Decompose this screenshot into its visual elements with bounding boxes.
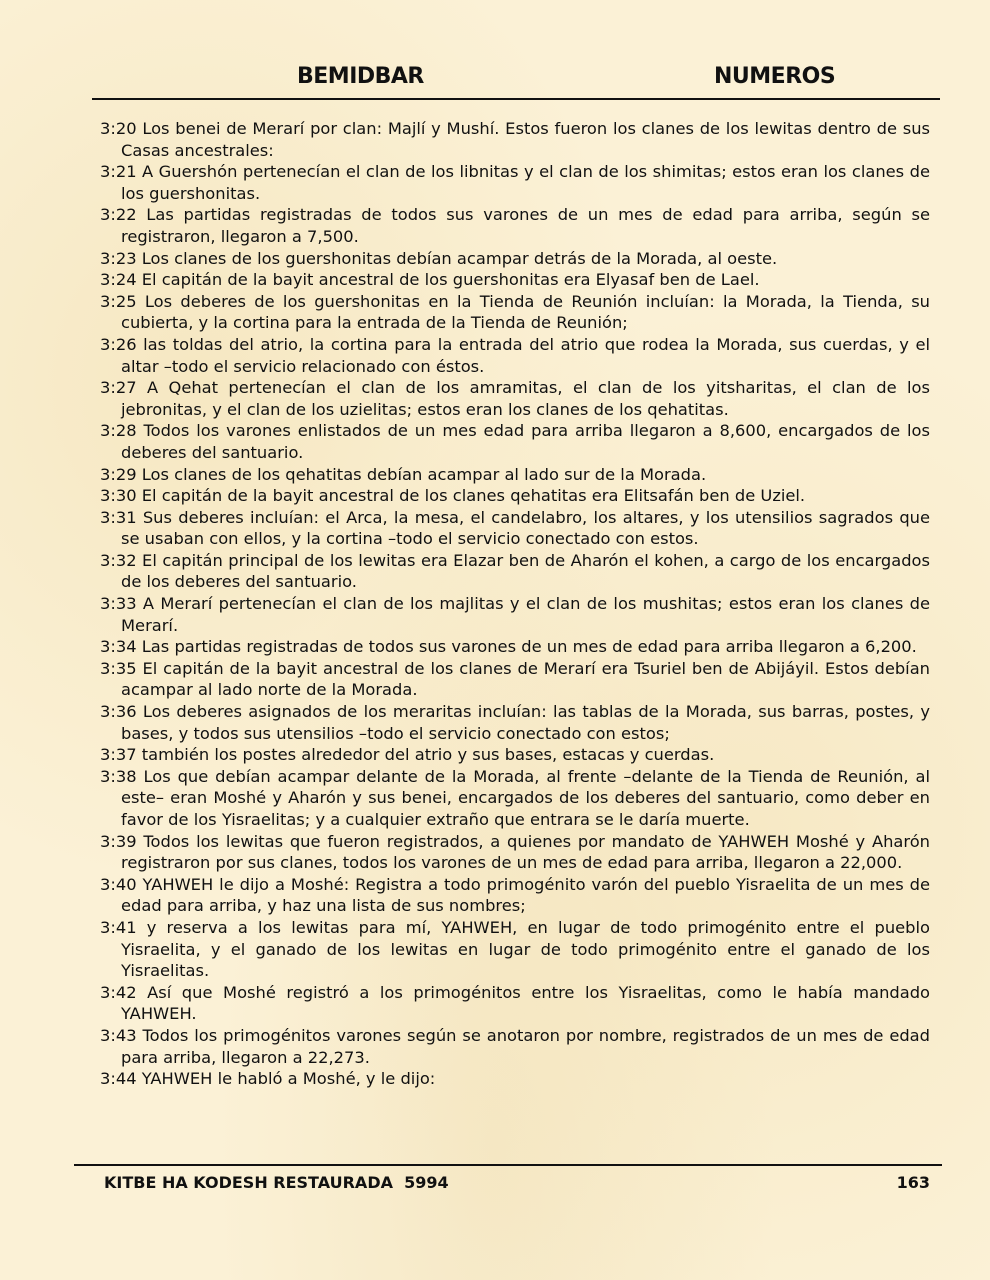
verse: 3:21 A Guershón pertenecían el clan de los libnitas y el clan de los shimitas; estos eran los clanes de los guershonitas.	[100, 162, 930, 203]
verse: 3:36 Los deberes asignados de los meraritas incluían: las tablas de la Morada, sus barras, postes, y bases, y todos sus utensilios –todo el servicio conectado con estos;	[100, 702, 930, 743]
verse: 3:32 El capitán principal de los lewitas era Elazar ben de Aharón el kohen, a cargo de los encargados de los deberes del santuario.	[100, 550, 930, 592]
page-footer	[74, 1164, 942, 1196]
page-number: 163	[896, 1173, 930, 1192]
verse: 3:26 las toldas del atrio, la cortina para la entrada del atrio que rodea la Morada, sus cuerdas, y el altar –todo el servicio relacionado con éstos.	[100, 334, 930, 376]
page-header	[92, 62, 940, 100]
verse: 3:31 Sus deberes incluían: el Arca, la mesa, el candelabro, los altares, y los utensilios sagrados que se usaban con ellos, y la cortina –todo el servicio conectado con estos.	[100, 507, 930, 549]
verse: 3:38 Los que debían acampar delante de la Morada, al frente –delante de la Tienda de Reunión, al este– eran Moshé y Aharón y sus benei, encargados de los deberes del santuario, como deber en favor de los Yisraelitas; y a cualquier extraño que entrara se le daría muerte.	[100, 766, 930, 829]
verse: 3:30 El capitán de la bayit ancestral de los clanes qehatitas era Elitsafán ben de Uziel.	[100, 486, 806, 506]
verse: 3:39 Todos los lewitas que fueron registrados, a quienes por mandato de YAHWEH Moshé y Aharón registraron por sus clanes, todos los varones de un mes de edad para arriba, llegaron a 22,000.	[100, 831, 930, 873]
verse: 3:42 Así que Moshé registró a los primogénitos entre los Yisraelitas, como le había mandado YAHWEH.	[100, 982, 930, 1024]
verse: 3:40 YAHWEH le dijo a Moshé: Registra a todo primogénito varón del pueblo Yisraelita de un mes de edad para arriba, y haz una lista de sus nombres;	[100, 874, 930, 916]
verse: 3:33 A Merarí pertenecían el clan de los majlitas y el clan de los mushitas; estos eran los clanes de Merarí.	[100, 594, 930, 635]
verse: 3:24 El capitán de la bayit ancestral de los guershonitas era Elyasaf ben de Lael.	[100, 270, 760, 290]
verse: 3:20 Los benei de Merarí por clan: Majlí y Mushí. Estos fueron los clanes de los lewitas dentro de sus Casas ancestrales:	[100, 119, 930, 160]
header-book-title-spanish: NUMEROS	[714, 64, 836, 89]
verse: 3:43 Todos los primogénitos varones según se anotaron por nombre, registrados de un mes de edad para arriba, llegaron a 22,273.	[100, 1025, 930, 1067]
verse: 3:35 El capitán de la bayit ancestral de los clanes de Merarí era Tsuriel ben de Abijáyil. Estos debían acampar al lado norte de la Morada.	[100, 658, 930, 700]
verse: 3:41 y reserva a los lewitas para mí, YAHWEH, en lugar de todo primogénito entre el pueblo Yisraelita, y el ganado de los lewitas en lugar de todo primogénito entre el ganado de los Yisraelitas.	[100, 917, 930, 981]
verse: 3:28 Todos los varones enlistados de un mes edad para arriba llegaron a 8,600, encargados de los deberes del santuario.	[100, 421, 930, 462]
verse: 3:25 Los deberes de los guershonitas en la Tienda de Reunión incluían: la Morada, la Tienda, su cubierta, y la cortina para la entrada de la Tienda de Reunión;	[100, 291, 930, 333]
verse: 3:34 Las partidas registradas de todos sus varones de un mes de edad para arriba llegaron a 6,200.	[100, 637, 917, 657]
verse: 3:22 Las partidas registradas de todos sus varones de un mes de edad para arriba, según se registraron, llegaron a 7,500.	[100, 205, 930, 246]
verse-list	[100, 118, 930, 1090]
footer-edition-title: KITBE HA KODESH RESTAURADA 5994	[104, 1173, 449, 1192]
verse: 3:23 Los clanes de los guershonitas debían acampar detrás de la Morada, al oeste.	[100, 248, 778, 268]
verse: 3:37 también los postes alrededor del atrio y sus bases, estacas y cuerdas.	[100, 745, 715, 765]
verse: 3:27 A Qehat pertenecían el clan de los amramitas, el clan de los yitsharitas, el clan de los jebronitas, y el clan de los uzielitas; estos eran los clanes de los qehatitas.	[100, 378, 930, 419]
verse: 3:29 Los clanes de los qehatitas debían acampar al lado sur de la Morada.	[100, 464, 707, 484]
verse: 3:44 YAHWEH le habló a Moshé, y le dijo:	[100, 1069, 436, 1089]
header-book-title-hebrew: BEMIDBAR	[297, 64, 424, 89]
